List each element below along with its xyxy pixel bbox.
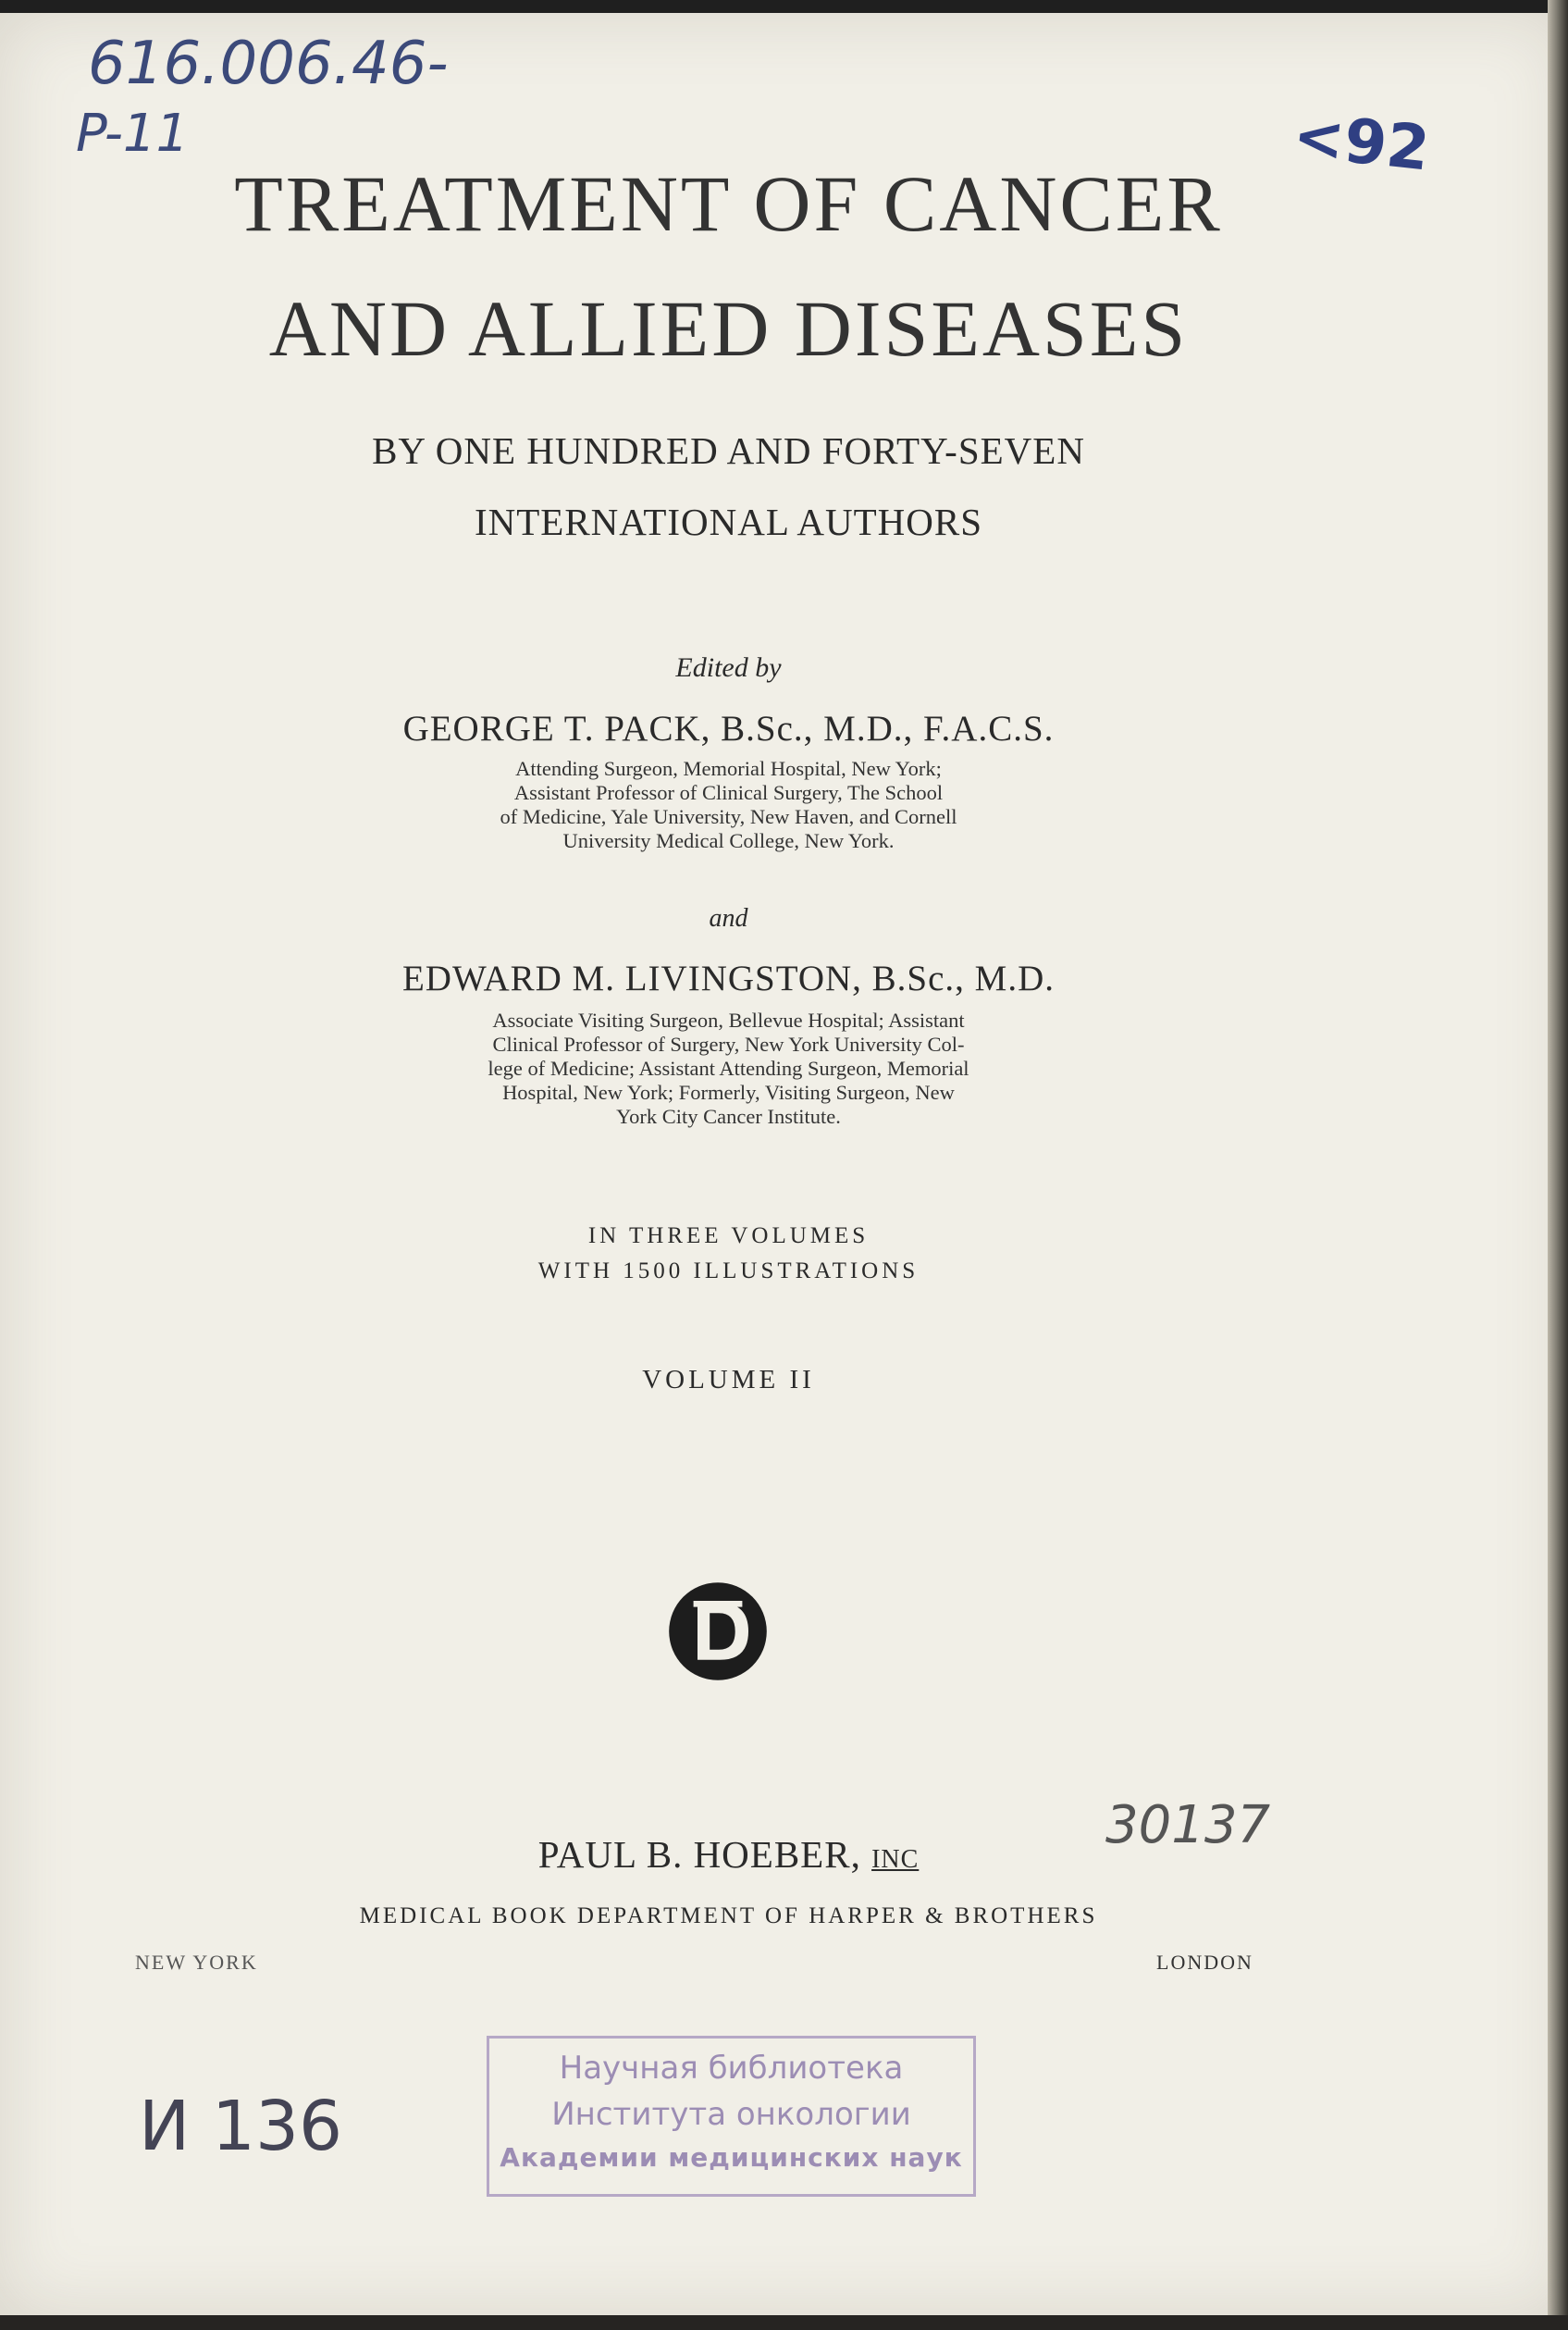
affiliation-line: lege of Medicine; Assistant Attending Surgeon, Memorial <box>488 1057 969 1080</box>
city-london: LONDON <box>1156 1951 1253 1974</box>
affiliation-line: Assistant Professor of Clinical Surgery, The School <box>513 781 944 804</box>
handwritten-class-code: 616.006.46- <box>88 30 449 98</box>
publisher-logo-icon <box>667 1580 769 1682</box>
affiliation-line: Attending Surgeon, Memorial Hospital, New York; <box>515 757 942 780</box>
affiliation-line: University Medical College, New York. <box>562 829 895 852</box>
subtitle-line1: BY ONE HUNDRED AND FORTY-SEVEN <box>372 429 1085 472</box>
editor1-name: GEORGE T. PACK, B.Sc., M.D., F.A.C.S. <box>402 709 1055 749</box>
editor1-affiliation <box>0 757 1457 853</box>
publisher-name-text: PAUL B. HOEBER, <box>537 1833 861 1876</box>
handwritten-mark: <92 <box>1290 99 1433 185</box>
and-conjunction: and <box>709 904 748 933</box>
stamp-line: Академии медицинских наук <box>500 2142 963 2173</box>
stamp-line: Научная библиотека <box>559 2050 904 2087</box>
book-edge-right <box>1548 0 1568 2330</box>
book-title-line1: TREATMENT OF CANCER <box>234 159 1223 248</box>
volumes-info-line1: IN THREE VOLUMES <box>587 1223 870 1248</box>
editor2-affiliation <box>0 1009 1457 1129</box>
city-new-york: NEW YORK <box>135 1951 258 1974</box>
publisher-inc: INC <box>871 1845 920 1874</box>
affiliation-line: Associate Visiting Surgeon, Bellevue Hospital; Assistant <box>492 1009 965 1032</box>
library-stamp <box>487 2036 976 2197</box>
handwritten-shelf-number: И 136 <box>139 2087 343 2166</box>
affiliation-line: Hospital, New York; Formerly, Visiting Surgeon, New <box>502 1081 955 1104</box>
book-title-line2: AND ALLIED DISEASES <box>268 284 1189 373</box>
stamp-line: Института онкологии <box>551 2096 911 2133</box>
volume-label: VOLUME II <box>642 1365 815 1394</box>
affiliation-line: of Medicine, Yale University, New Haven, and Cornell <box>500 805 957 828</box>
edited-by-label: Edited by <box>675 652 782 683</box>
subtitle-line2: INTERNATIONAL AUTHORS <box>474 501 983 543</box>
editor2-name: EDWARD M. LIVINGSTON, B.Sc., M.D. <box>401 959 1056 998</box>
affiliation-line: Clinical Professor of Surgery, New York University Col- <box>492 1033 965 1056</box>
publisher-department: MEDICAL BOOK DEPARTMENT OF HARPER & BROTHERS <box>359 1903 1098 1928</box>
volumes-info-line2: WITH 1500 ILLUSTRATIONS <box>537 1258 920 1283</box>
handwritten-shelf-code: P-11 <box>76 104 190 164</box>
book-edge-bottom <box>0 2315 1568 2330</box>
handwritten-accession-number: 30137 <box>1105 1795 1271 1855</box>
affiliation-line: York City Cancer Institute. <box>616 1105 841 1128</box>
